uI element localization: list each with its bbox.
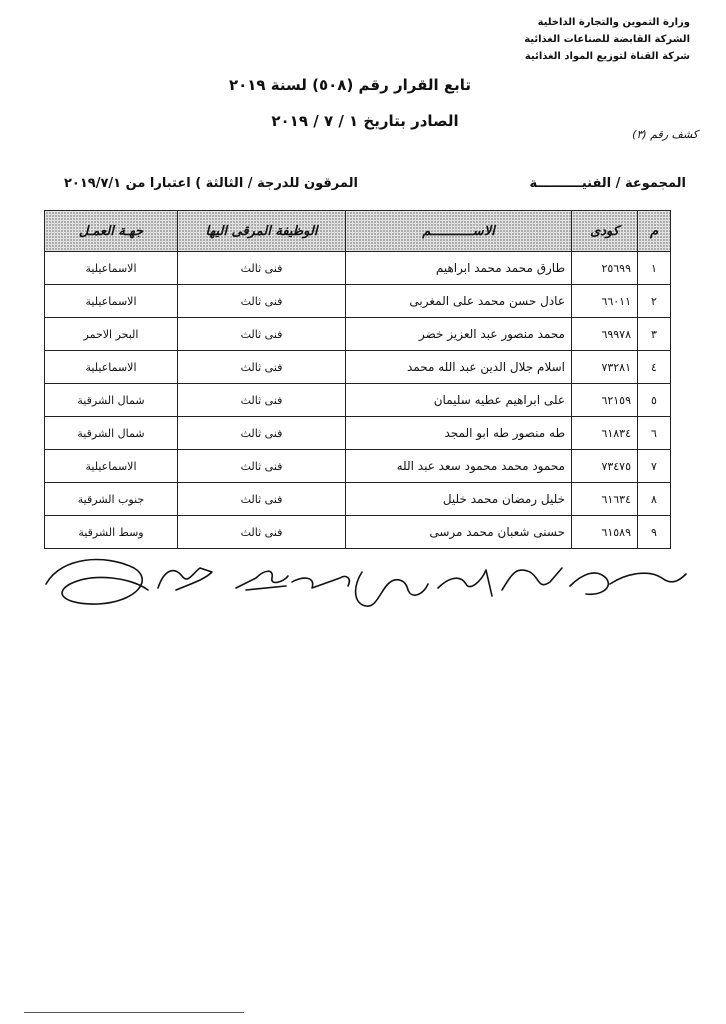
cell-code: ٦١٨٣٤: [572, 417, 638, 450]
cell-name: عادل حسن محمد على المغربى: [346, 285, 572, 318]
cell-workplace: الاسماعيلية: [45, 285, 178, 318]
cell-num: ٧: [638, 450, 671, 483]
cell-name: محمود محمد محمود سعد عبد الله: [346, 450, 572, 483]
table-header-row: [45, 211, 671, 252]
col-header-workplace: جهـة العمـل: [45, 211, 178, 252]
cell-num: ٤: [638, 351, 671, 384]
cell-name: خليل رمضان محمد خليل: [346, 483, 572, 516]
signature-4: [292, 576, 349, 588]
table-row: [45, 252, 671, 285]
cell-job: فنى ثالث: [178, 384, 346, 417]
signature-7: [502, 568, 562, 590]
table-row: [45, 318, 671, 351]
table-row: [45, 516, 671, 549]
cell-code: ٦٩٩٧٨: [572, 318, 638, 351]
cell-code: ٦٢١٥٩: [572, 384, 638, 417]
cell-name: محمد منصور عبد العزيز خضر: [346, 318, 572, 351]
organization-header: [524, 14, 690, 65]
cell-job: فنى ثالث: [178, 285, 346, 318]
cell-job: فنى ثالث: [178, 417, 346, 450]
col-header-code: كودى: [572, 211, 638, 252]
cell-name: طارق محمد محمد ابراهيم: [346, 252, 572, 285]
signature-5: [356, 572, 428, 606]
org-line-holding-company: الشركة القابضة للصناعات الغذائية: [524, 34, 690, 45]
group-label: المجموعة / الفنيــــــــــة: [529, 176, 686, 191]
cell-job: فنى ثالث: [178, 450, 346, 483]
col-header-num: م: [638, 211, 671, 252]
grade-label: المرقون للدرجة / الثالثة ) اعتبارا من ٢٠١٩/٧/١: [64, 176, 358, 191]
cell-code: ٧٣٤٧٥: [572, 450, 638, 483]
issue-date: الصادر بتاريخ ١ / ٧ / ٢٠١٩: [271, 112, 459, 130]
table-row: [45, 450, 671, 483]
footer-line: [24, 1012, 244, 1013]
cell-job: فنى ثالث: [178, 351, 346, 384]
promotion-table: [44, 210, 671, 549]
table-row: [45, 483, 671, 516]
cell-workplace: شمال الشرقية: [45, 384, 178, 417]
cell-code: ٧٣٢٨١: [572, 351, 638, 384]
cell-code: ٦١٥٨٩: [572, 516, 638, 549]
signature-8: [570, 573, 686, 594]
col-header-name: الاســـــــــــم: [346, 211, 572, 252]
cell-num: ١: [638, 252, 671, 285]
cell-workplace: البحر الاحمر: [45, 318, 178, 351]
cell-name: على ابراهيم عطيه سليمان: [346, 384, 572, 417]
signature-3: [236, 571, 288, 590]
cell-workplace: الاسماعيلية: [45, 252, 178, 285]
col-header-job: الوظيفة المرقى اليها: [178, 211, 346, 252]
cell-job: فنى ثالث: [178, 318, 346, 351]
decision-title: تابع القرار رقم (٥٠٨) لسنة ٢٠١٩: [228, 76, 472, 94]
cell-code: ٦٦٠١١: [572, 285, 638, 318]
cell-name: اسلام جلال الدين عبد الله محمد: [346, 351, 572, 384]
cell-workplace: شمال الشرقية: [45, 417, 178, 450]
cell-num: ٥: [638, 384, 671, 417]
cell-name: حسنى شعبان محمد مرسى: [346, 516, 572, 549]
signature-1: [46, 560, 148, 605]
cell-workplace: وسط الشرقية: [45, 516, 178, 549]
cell-code: ٦١٦٣٤: [572, 483, 638, 516]
org-line-company: شركة القناة لتوزيع المواد الغذائية: [524, 51, 690, 62]
org-line-ministry: وزارة التموين والتجارة الداخلية: [537, 17, 690, 28]
cell-num: ٩: [638, 516, 671, 549]
signatures: [40, 548, 690, 618]
cell-workplace: الاسماعيلية: [45, 351, 178, 384]
cell-workplace: جنوب الشرقية: [45, 483, 178, 516]
cell-job: فنى ثالث: [178, 483, 346, 516]
signature-2: [158, 568, 212, 590]
sheet-number: كشف رقم (٣): [632, 128, 698, 141]
cell-job: فنى ثالث: [178, 516, 346, 549]
table-row: [45, 417, 671, 450]
table-row: [45, 285, 671, 318]
cell-num: ٦: [638, 417, 671, 450]
table-row: [45, 351, 671, 384]
cell-workplace: الاسماعيلية: [45, 450, 178, 483]
table-row: [45, 384, 671, 417]
cell-name: طه منصور طه ابو المجد: [346, 417, 572, 450]
cell-num: ٢: [638, 285, 671, 318]
cell-num: ٨: [638, 483, 671, 516]
cell-code: ٢٥٦٩٩: [572, 252, 638, 285]
cell-num: ٣: [638, 318, 671, 351]
signature-6: [438, 570, 492, 596]
cell-job: فنى ثالث: [178, 252, 346, 285]
